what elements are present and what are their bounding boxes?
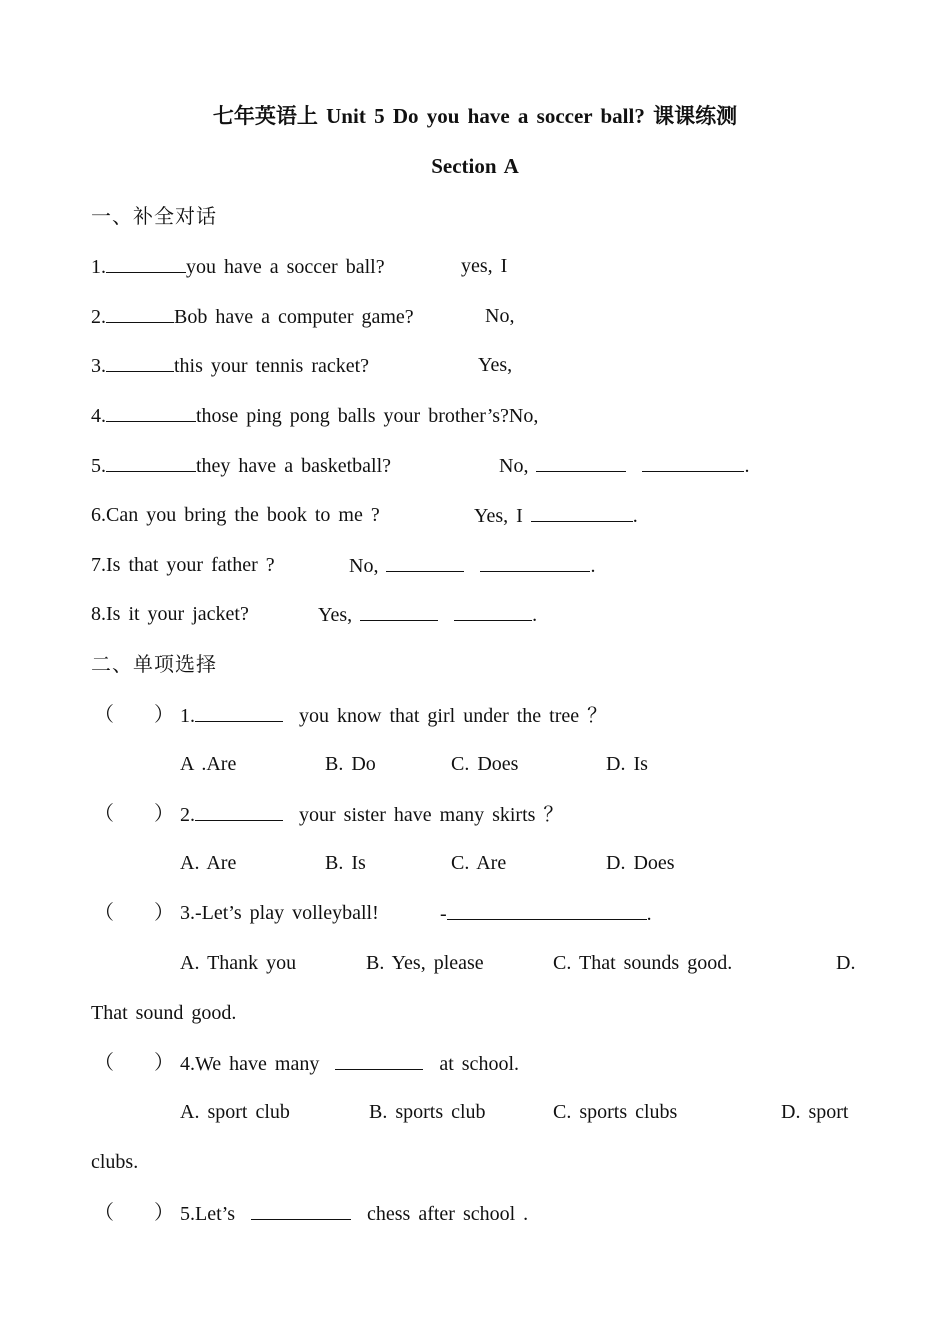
q-number: 2.	[91, 306, 106, 328]
section-title: Section A	[431, 154, 519, 178]
part1-heading: 一、补全对话	[91, 206, 217, 228]
p2-q3-option-c: C. That sounds good.	[553, 952, 733, 974]
answer-blank	[195, 802, 283, 821]
period: .	[646, 903, 652, 925]
p2-q3-option-d-text: That sound good.	[91, 1002, 237, 1024]
p1-question-4	[91, 403, 538, 428]
answer-text: No,	[499, 455, 529, 477]
p2-q1-option-c: C. Does	[451, 753, 519, 775]
p2-paren-4: （ ）	[94, 1052, 174, 1074]
answer-blank	[106, 304, 174, 323]
p2-paren-5: （ ）	[94, 1202, 174, 1224]
answer-blank	[642, 453, 744, 472]
q-number: 5.	[91, 455, 106, 477]
q-number: 5.Let’s	[180, 1203, 235, 1225]
p1-answer-1: yes, I	[461, 255, 508, 277]
p2-q4-option-d-text: clubs.	[91, 1151, 139, 1173]
p2-q2-option-d: D. Does	[606, 852, 675, 874]
p2-q3-option-a: A. Thank you	[180, 952, 297, 974]
p1-question-2	[91, 304, 414, 329]
q-text: Bob have a computer game?	[174, 306, 414, 328]
q-number: 4.	[91, 405, 106, 427]
period: .	[744, 455, 750, 477]
answer-blank	[360, 602, 438, 621]
p2-question-2	[180, 802, 563, 827]
p1-question-5	[91, 453, 391, 478]
p1-question-7: 7.Is that your father ?	[91, 554, 275, 576]
p2-q2-option-c: C. Are	[451, 852, 507, 874]
p2-q4-option-b: B. sports club	[369, 1101, 486, 1123]
p2-q3-option-b: B. Yes, please	[366, 952, 484, 974]
period: .	[590, 555, 596, 577]
q-text: those ping pong balls your brother’s?No,	[196, 405, 539, 427]
answer-text: Yes, I	[474, 505, 523, 527]
answer-blank	[447, 901, 647, 920]
period: .	[532, 604, 538, 626]
p2-paren-2: （ ）	[94, 803, 174, 825]
p2-q1-option-b: B. Do	[325, 753, 376, 775]
q-number: 4.We have many	[180, 1053, 320, 1075]
period: .	[632, 505, 638, 527]
p2-q3-response	[440, 901, 652, 926]
answer-blank	[536, 453, 626, 472]
q-number: 1.	[91, 256, 106, 278]
p2-q4-option-d-label: D. sport	[781, 1101, 849, 1123]
dash: -	[440, 903, 447, 925]
answer-blank	[480, 553, 590, 572]
p2-question-5	[180, 1201, 528, 1226]
answer-blank	[195, 703, 283, 722]
q-text: your sister have many skirts ？	[299, 804, 564, 826]
q-text: you know that girl under the tree ？	[299, 705, 608, 727]
p2-q3-option-d-label: D.	[836, 952, 856, 974]
p2-q1-option-a: A .Are	[180, 753, 237, 775]
answer-text: Yes,	[318, 604, 353, 626]
p1-question-1	[91, 254, 385, 279]
part2-heading: 二、单项选择	[91, 654, 217, 676]
p2-q1-option-d: D. Is	[606, 753, 648, 775]
answer-blank	[106, 353, 174, 372]
p2-q4-option-c: C. sports clubs	[553, 1101, 678, 1123]
answer-blank	[531, 503, 633, 522]
p2-q4-option-a: A. sport club	[180, 1101, 290, 1123]
q-text: this your tennis racket?	[174, 355, 370, 377]
p2-paren-3: （ ）	[94, 902, 174, 924]
q-text: at school.	[439, 1053, 519, 1075]
answer-blank	[106, 254, 186, 273]
p1-answer-7	[349, 553, 595, 578]
answer-blank	[251, 1201, 351, 1220]
answer-blank	[106, 453, 196, 472]
q-text: you have a soccer ball?	[186, 256, 385, 278]
p1-answer-3: Yes,	[478, 354, 513, 376]
p2-paren-1: （ ）	[94, 704, 174, 726]
p1-answer-6	[474, 503, 638, 528]
answer-blank	[454, 602, 532, 621]
q-number: 1.	[180, 705, 195, 727]
answer-blank	[106, 403, 196, 422]
p2-q2-option-a: A. Are	[180, 852, 237, 874]
answer-blank	[386, 553, 464, 572]
p2-question-4	[180, 1051, 519, 1076]
p2-question-3: 3.-Let’s play volleyball!	[180, 902, 379, 924]
p2-q2-option-b: B. Is	[325, 852, 366, 874]
q-text: chess after school .	[367, 1203, 529, 1225]
worksheet-title: 七年英语上 Unit 5 Do you have a soccer ball? 课课练测	[212, 104, 738, 128]
p1-question-6: 6.Can you bring the book to me ?	[91, 504, 380, 526]
q-number: 2.	[180, 804, 195, 826]
p1-question-3	[91, 353, 369, 378]
q-number: 3.	[91, 355, 106, 377]
p1-answer-5	[499, 453, 749, 478]
p1-answer-8	[318, 602, 537, 627]
p1-answer-2: No,	[485, 305, 515, 327]
answer-text: No,	[349, 555, 379, 577]
p1-question-8: 8.Is it your jacket?	[91, 603, 249, 625]
q-text: they have a basketball?	[196, 455, 392, 477]
answer-blank	[335, 1051, 423, 1070]
p2-question-1	[180, 703, 607, 728]
